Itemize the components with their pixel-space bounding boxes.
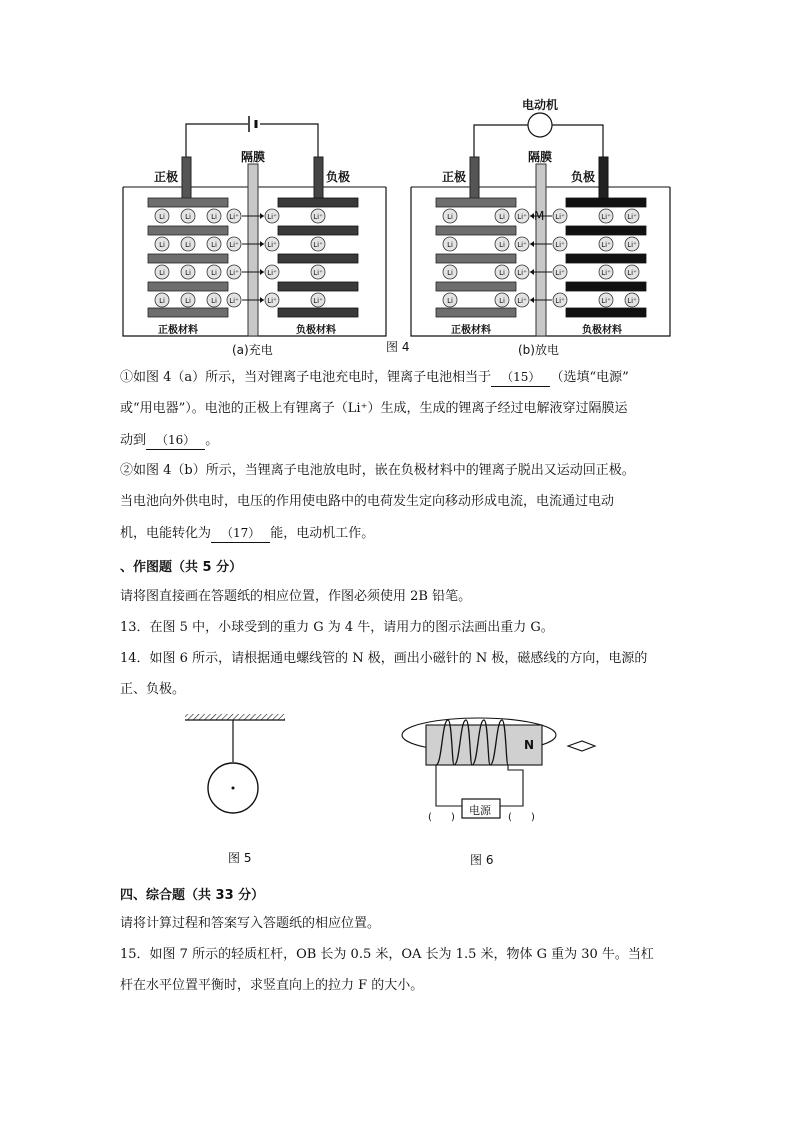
arrowhead — [530, 297, 534, 303]
svg-text:Li⁺: Li⁺ — [627, 241, 637, 249]
li-ion — [181, 209, 195, 223]
svg-text:Li⁺: Li⁺ — [517, 269, 527, 277]
negative-plate — [566, 282, 646, 291]
svg-text:Li⁺: Li⁺ — [229, 297, 239, 305]
li-ion — [443, 293, 457, 307]
q12a-line3-post: 。 — [205, 433, 219, 448]
q12b-line1: ②如图 4（b）所示，当锂离子电池放电时，嵌在负极材料中的锂离子脱出又运动回正极。 — [120, 463, 635, 478]
li-ion — [207, 293, 221, 307]
svg-text:Li⁺: Li⁺ — [555, 297, 565, 305]
li-ion-migrating — [553, 265, 567, 279]
charge-positive-label: 正极 — [154, 170, 179, 184]
svg-text:Li: Li — [447, 269, 453, 277]
li-ion-migrating — [227, 265, 241, 279]
svg-text:Li: Li — [159, 269, 165, 277]
q12b-line2: 当电池向外供电时，电压的作用使电路中的电荷发生定向移动形成电流，电流通过电动 — [120, 494, 615, 509]
svg-text:Li: Li — [447, 213, 453, 221]
svg-text:Li: Li — [211, 213, 217, 221]
negative-plate — [278, 308, 358, 317]
li-ion-migrating — [515, 293, 529, 307]
li-ion — [207, 209, 221, 223]
li-ion — [207, 237, 221, 251]
arrowhead — [260, 297, 264, 303]
positive-plate — [148, 198, 228, 207]
q12a-line3-pre: 动到 — [120, 433, 147, 448]
svg-text:Li⁺: Li⁺ — [517, 297, 527, 305]
figure-5-caption: 图 5 — [228, 851, 252, 865]
svg-text:Li: Li — [159, 213, 165, 221]
svg-text:Li: Li — [499, 297, 505, 305]
svg-text:Li: Li — [185, 269, 191, 277]
left-pole-blank: ( ) — [428, 812, 455, 823]
li-ion — [155, 237, 169, 251]
li-ion — [311, 237, 325, 251]
discharge-caption: (b)放电 — [518, 343, 559, 357]
negative-plate — [566, 198, 646, 207]
separator — [248, 164, 258, 336]
li-ion-migrating — [515, 265, 529, 279]
li-ion — [495, 265, 509, 279]
svg-text:Li⁺: Li⁺ — [313, 241, 323, 249]
li-ion-migrating — [553, 293, 567, 307]
li-ion — [443, 265, 457, 279]
arrowhead — [260, 213, 264, 219]
figure-4-label: 图 4 — [386, 340, 410, 354]
positive-plate — [148, 254, 228, 263]
li-ion — [311, 265, 325, 279]
section4-instruction: 请将计算过程和答案写入答题纸的相应位置。 — [120, 916, 381, 931]
li-ion — [181, 265, 195, 279]
blank-17: （17） — [211, 524, 270, 543]
li-ion-migrating — [265, 237, 279, 251]
svg-text:Li: Li — [159, 241, 165, 249]
right-pole-blank: ( ) — [508, 812, 535, 823]
li-ion — [495, 237, 509, 251]
pendulum-diagram — [180, 710, 290, 825]
positive-plate — [436, 282, 516, 291]
li-ion — [625, 265, 639, 279]
li-ion — [495, 293, 509, 307]
svg-text:Li⁺: Li⁺ — [555, 269, 565, 277]
svg-text:Li: Li — [211, 269, 217, 277]
separator — [536, 164, 546, 336]
motor-M: M — [534, 209, 545, 223]
section3-heading: 、作图题（共 5 分） — [120, 560, 243, 575]
figure-5 — [180, 710, 290, 830]
q13-text: 13．在图 5 中，小球受到的重力 G 为 4 牛，请用力的图示法画出重力 G。 — [120, 620, 554, 635]
blank-16: （16） — [146, 431, 205, 450]
li-ion-migrating — [515, 237, 529, 251]
compass-needle — [568, 741, 595, 751]
svg-text:Li: Li — [185, 213, 191, 221]
section4-heading: 四、综合题（共 33 分） — [120, 888, 265, 903]
blank-15: （15） — [491, 368, 550, 387]
svg-text:Li⁺: Li⁺ — [267, 297, 277, 305]
li-ion-migrating — [553, 237, 567, 251]
negative-plate — [278, 198, 358, 207]
svg-text:Li⁺: Li⁺ — [627, 213, 637, 221]
svg-text:Li⁺: Li⁺ — [313, 213, 323, 221]
positive-plate — [436, 308, 516, 317]
li-ion — [599, 237, 613, 251]
li-ion — [181, 293, 195, 307]
charge-caption: (a)充电 — [232, 343, 273, 357]
li-ion — [495, 209, 509, 223]
discharge-negative-label: 负极 — [571, 170, 596, 184]
figure-4 — [118, 92, 678, 362]
discharge-positive-material: 正极材料 — [451, 325, 491, 336]
discharge-negative-material: 负极材料 — [582, 325, 622, 336]
svg-text:Li⁺: Li⁺ — [601, 241, 611, 249]
q12b-line3 — [120, 524, 374, 543]
li-ion — [181, 237, 195, 251]
li-ion-migrating — [265, 293, 279, 307]
svg-text:Li⁺: Li⁺ — [229, 213, 239, 221]
section3-instruction: 请将图直接画在答题纸的相应位置，作图必须使用 2B 铅笔。 — [120, 589, 472, 604]
svg-text:Li: Li — [159, 297, 165, 305]
svg-text:Li⁺: Li⁺ — [601, 269, 611, 277]
svg-text:Li: Li — [447, 297, 453, 305]
q12a-text: ①如图 4（a）所示，当对锂离子电池充电时，锂离子电池相当于 — [120, 370, 492, 385]
svg-text:Li⁺: Li⁺ — [555, 213, 565, 221]
li-ion — [625, 293, 639, 307]
positive-plate — [148, 282, 228, 291]
li-ion — [599, 209, 613, 223]
q15-line1: 15．如图 7 所示的轻质杠杆，OB 长为 0.5 米，OA 长为 1.5 米，物体 G 重为 30 牛。当杠 — [120, 947, 654, 962]
discharge-separator-label: 隔膜 — [528, 150, 553, 164]
svg-text:Li⁺: Li⁺ — [267, 213, 277, 221]
li-ion — [625, 237, 639, 251]
li-ion — [599, 293, 613, 307]
negative-plate — [278, 282, 358, 291]
q12a-text-post: （选填“电源” — [550, 370, 629, 385]
arrowhead — [260, 269, 264, 275]
li-ion-migrating — [227, 237, 241, 251]
positive-plate — [148, 308, 228, 317]
positive-plate — [436, 198, 516, 207]
svg-text:Li⁺: Li⁺ — [601, 213, 611, 221]
negative-plate — [566, 308, 646, 317]
svg-text:Li⁺: Li⁺ — [517, 213, 527, 221]
li-ion — [625, 209, 639, 223]
li-ion-migrating — [265, 209, 279, 223]
q12a-line2: 或“用电器”）。电池的正极上有锂离子（Li⁺）生成，生成的锂离子经过电解液穿过隔膜运 — [120, 401, 628, 416]
svg-text:Li: Li — [211, 297, 217, 305]
svg-text:Li⁺: Li⁺ — [229, 241, 239, 249]
positive-plate — [436, 254, 516, 263]
svg-text:Li⁺: Li⁺ — [627, 269, 637, 277]
svg-text:Li⁺: Li⁺ — [267, 241, 277, 249]
q15-line2: 杆在水平位置平衡时，求竖直向上的拉力 F 的大小。 — [120, 978, 424, 993]
figure-6-caption: 图 6 — [470, 853, 494, 867]
svg-text:Li⁺: Li⁺ — [627, 297, 637, 305]
q12b-line3-pre: 机，电能转化为 — [120, 526, 212, 541]
svg-text:Li⁺: Li⁺ — [229, 269, 239, 277]
charge-positive-material: 正极材料 — [158, 325, 198, 336]
negative-plate — [278, 226, 358, 235]
svg-text:Li: Li — [447, 241, 453, 249]
li-ion — [311, 209, 325, 223]
svg-text:Li⁺: Li⁺ — [601, 297, 611, 305]
svg-text:Li⁺: Li⁺ — [313, 297, 323, 305]
motor-symbol — [528, 113, 552, 137]
li-ion-migrating — [553, 209, 567, 223]
svg-text:Li⁺: Li⁺ — [517, 241, 527, 249]
svg-text:Li: Li — [211, 241, 217, 249]
svg-text:Li⁺: Li⁺ — [313, 269, 323, 277]
charge-negative-material: 负极材料 — [296, 325, 336, 336]
charge-negative-label: 负极 — [326, 170, 351, 184]
li-ion — [443, 209, 457, 223]
li-ion — [311, 293, 325, 307]
svg-text:Li: Li — [185, 297, 191, 305]
li-ion-migrating — [227, 209, 241, 223]
li-ion — [443, 237, 457, 251]
li-ion-migrating — [265, 265, 279, 279]
positive-plate — [436, 226, 516, 235]
li-ion — [207, 265, 221, 279]
discharge-diagram — [411, 113, 670, 336]
li-ion — [155, 209, 169, 223]
li-ion-migrating — [227, 293, 241, 307]
arrowhead — [260, 241, 264, 247]
figure-6 — [398, 708, 618, 833]
li-ion — [155, 293, 169, 307]
q12a-line3 — [120, 431, 218, 450]
svg-text:Li: Li — [499, 241, 505, 249]
charge-separator-label: 隔膜 — [241, 150, 266, 164]
svg-text:Li: Li — [499, 269, 505, 277]
arrowhead — [530, 241, 534, 247]
q12b-line3-post: 能，电动机工作。 — [270, 526, 375, 541]
li-ion — [155, 265, 169, 279]
negative-plate — [566, 226, 646, 235]
svg-text:Li⁺: Li⁺ — [267, 269, 277, 277]
li-ion-migrating — [515, 209, 529, 223]
arrowhead — [530, 269, 534, 275]
svg-text:Li⁺: Li⁺ — [555, 241, 565, 249]
svg-text:Li: Li — [499, 213, 505, 221]
ceiling — [185, 714, 285, 720]
discharge-positive-label: 正极 — [442, 170, 467, 184]
q12a-line1 — [120, 368, 629, 387]
negative-plate — [278, 254, 358, 263]
li-ion — [599, 265, 613, 279]
negative-plate — [566, 254, 646, 263]
motor-label: 电动机 — [522, 98, 559, 112]
power-source-label: 电源 — [469, 804, 491, 817]
q14-line2: 正、负极。 — [120, 682, 186, 697]
q14-line1: 14．如图 6 所示，请根据通电螺线管的 N 极，画出小磁针的 N 极，磁感线的方向，电源的 — [120, 651, 648, 666]
solenoid-n-label: N — [524, 738, 535, 752]
positive-plate — [148, 226, 228, 235]
svg-text:Li: Li — [185, 241, 191, 249]
